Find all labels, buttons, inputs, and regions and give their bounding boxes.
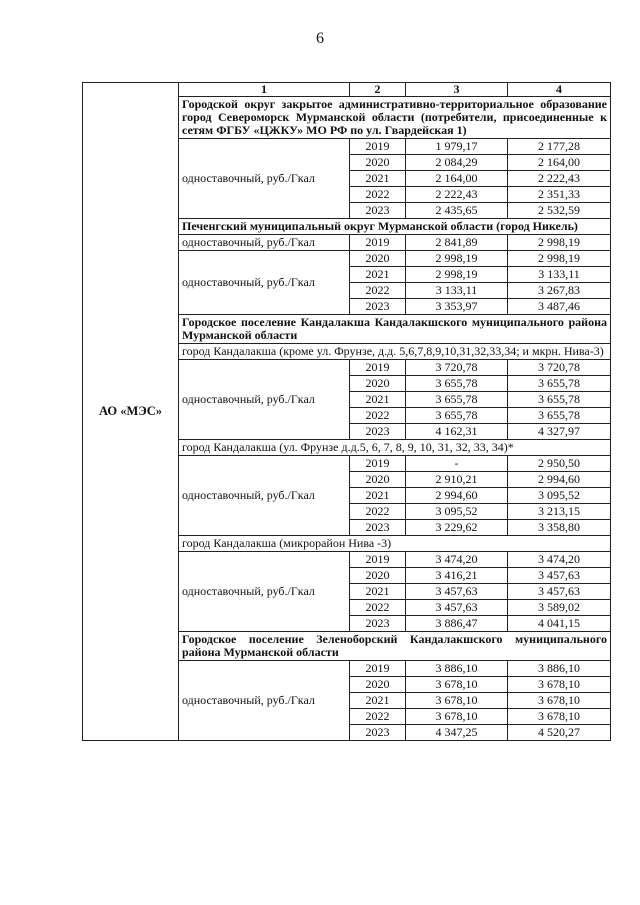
second-half-value: 3 720,78 <box>508 360 611 376</box>
subsection-title: город Кандалакша (кроме ул. Фрунзе, д.д. 5,6,7,8,9,10,31,32,33,34; и мкрн. Нива-3) <box>179 344 611 360</box>
second-half-value: 4 041,15 <box>508 616 611 632</box>
year-cell: 2020 <box>350 251 406 267</box>
year-cell: 2020 <box>350 376 406 392</box>
tariff-type-label: одноставочный, руб./Гкал <box>179 360 350 440</box>
section-title: Городское поселение Зеленоборский Кандалакшского муниципального района Мурманской области <box>179 632 611 661</box>
header-row <box>83 83 611 97</box>
second-half-value: 2 994,60 <box>508 472 611 488</box>
column-header-2: 2 <box>350 83 406 97</box>
subsection-title: город Кандалакша (микрорайон Нива -3) <box>179 536 611 552</box>
first-half-value: 3 655,78 <box>406 392 508 408</box>
first-half-value: 2 222,43 <box>406 187 508 203</box>
first-half-value: 3 886,47 <box>406 616 508 632</box>
year-cell: 2021 <box>350 584 406 600</box>
page-number: 6 <box>316 30 324 47</box>
second-half-value: 3 213,15 <box>508 504 611 520</box>
first-half-value: 3 678,10 <box>406 677 508 693</box>
first-half-value: 2 998,19 <box>406 251 508 267</box>
second-half-value: 3 487,46 <box>508 299 611 315</box>
tariff-type-label: одноставочный, руб./Гкал <box>179 456 350 536</box>
first-half-value: 2 841,89 <box>406 235 508 251</box>
second-half-value: 3 267,83 <box>508 283 611 299</box>
first-half-value: 3 678,10 <box>406 709 508 725</box>
tariff-table-container <box>82 82 610 741</box>
first-half-value: 3 678,10 <box>406 693 508 709</box>
first-half-value: 3 457,63 <box>406 600 508 616</box>
column-header-3: 3 <box>406 83 508 97</box>
first-half-value: 3 416,21 <box>406 568 508 584</box>
first-half-value: 3 095,52 <box>406 504 508 520</box>
year-cell: 2022 <box>350 600 406 616</box>
tariff-table-body <box>83 83 611 741</box>
first-half-value: 2 998,19 <box>406 267 508 283</box>
year-cell: 2023 <box>350 520 406 536</box>
second-half-value: 4 520,27 <box>508 725 611 741</box>
column-header-4: 4 <box>508 83 611 97</box>
second-half-value: 2 222,43 <box>508 171 611 187</box>
year-cell: 2021 <box>350 171 406 187</box>
tariff-type-label: одноставочный, руб./Гкал <box>179 552 350 632</box>
first-half-value: 3 655,78 <box>406 376 508 392</box>
first-half-value: 3 229,62 <box>406 520 508 536</box>
first-half-value: 2 435,65 <box>406 203 508 219</box>
first-half-value: 2 084,29 <box>406 155 508 171</box>
section-title: Печенгский муниципальный округ Мурманской области (город Никель) <box>179 219 611 235</box>
year-cell: 2023 <box>350 616 406 632</box>
first-half-value: 3 720,78 <box>406 360 508 376</box>
year-cell: 2022 <box>350 283 406 299</box>
year-cell: 2020 <box>350 155 406 171</box>
second-half-value: 3 589,02 <box>508 600 611 616</box>
subsection-title: город Кандалакша (ул. Фрунзе д.д.5, 6, 7, 8, 9, 10, 31, 32, 33, 34)* <box>179 440 611 456</box>
year-cell: 2022 <box>350 187 406 203</box>
section-title: Городское поселение Кандалакша Кандалакшского муниципального района Мурманской области <box>179 315 611 344</box>
tariff-table <box>82 82 611 741</box>
year-cell: 2022 <box>350 709 406 725</box>
first-half-value: 3 133,11 <box>406 283 508 299</box>
first-half-value: 3 655,78 <box>406 408 508 424</box>
year-cell: 2020 <box>350 472 406 488</box>
first-half-value: 4 162,31 <box>406 424 508 440</box>
first-half-value: 3 457,63 <box>406 584 508 600</box>
second-half-value: 3 655,78 <box>508 376 611 392</box>
column-header-1: 1 <box>179 83 350 97</box>
first-half-value: - <box>406 456 508 472</box>
tariff-type-label: одноставочный, руб./Гкал <box>179 235 350 251</box>
second-half-value: 3 886,10 <box>508 661 611 677</box>
first-half-value: 3 353,97 <box>406 299 508 315</box>
second-half-value: 3 358,80 <box>508 520 611 536</box>
year-cell: 2019 <box>350 456 406 472</box>
first-half-value: 3 474,20 <box>406 552 508 568</box>
year-cell: 2020 <box>350 677 406 693</box>
year-cell: 2021 <box>350 267 406 283</box>
year-cell: 2023 <box>350 424 406 440</box>
second-half-value: 3 655,78 <box>508 408 611 424</box>
second-half-value: 3 678,10 <box>508 709 611 725</box>
second-half-value: 3 095,52 <box>508 488 611 504</box>
second-half-value: 2 950,50 <box>508 456 611 472</box>
year-cell: 2020 <box>350 568 406 584</box>
second-half-value: 2 532,59 <box>508 203 611 219</box>
year-cell: 2019 <box>350 235 406 251</box>
year-cell: 2019 <box>350 661 406 677</box>
first-half-value: 2 910,21 <box>406 472 508 488</box>
second-half-value: 4 327,97 <box>508 424 611 440</box>
section-title: Городской округ закрытое административно-территориальное образование город Североморск Мурманской области (потребители, присоединенные к сетям ФГБУ «ЦЖКУ» МО РФ по ул. Гвардейская 1) <box>179 97 611 139</box>
second-half-value: 2 351,33 <box>508 187 611 203</box>
tariff-type-label: одноставочный, руб./Гкал <box>179 139 350 219</box>
second-half-value: 3 678,10 <box>508 677 611 693</box>
second-half-value: 3 474,20 <box>508 552 611 568</box>
year-cell: 2019 <box>350 552 406 568</box>
year-cell: 2021 <box>350 693 406 709</box>
first-half-value: 1 979,17 <box>406 139 508 155</box>
second-half-value: 3 678,10 <box>508 693 611 709</box>
first-half-value: 4 347,25 <box>406 725 508 741</box>
year-cell: 2019 <box>350 360 406 376</box>
year-cell: 2023 <box>350 299 406 315</box>
second-half-value: 2 998,19 <box>508 235 611 251</box>
second-half-value: 3 457,63 <box>508 584 611 600</box>
first-half-value: 3 886,10 <box>406 661 508 677</box>
second-half-value: 3 133,11 <box>508 267 611 283</box>
year-cell: 2019 <box>350 139 406 155</box>
second-half-value: 2 998,19 <box>508 251 611 267</box>
organization-cell: АО «МЭС» <box>83 83 179 741</box>
year-cell: 2022 <box>350 504 406 520</box>
tariff-type-label: одноставочный, руб./Гкал <box>179 251 350 315</box>
year-cell: 2021 <box>350 488 406 504</box>
first-half-value: 2 994,60 <box>406 488 508 504</box>
second-half-value: 3 457,63 <box>508 568 611 584</box>
year-cell: 2021 <box>350 392 406 408</box>
second-half-value: 3 655,78 <box>508 392 611 408</box>
second-half-value: 2 164,00 <box>508 155 611 171</box>
year-cell: 2023 <box>350 725 406 741</box>
year-cell: 2023 <box>350 203 406 219</box>
tariff-type-label: одноставочный, руб./Гкал <box>179 661 350 741</box>
second-half-value: 2 177,28 <box>508 139 611 155</box>
year-cell: 2022 <box>350 408 406 424</box>
first-half-value: 2 164,00 <box>406 171 508 187</box>
